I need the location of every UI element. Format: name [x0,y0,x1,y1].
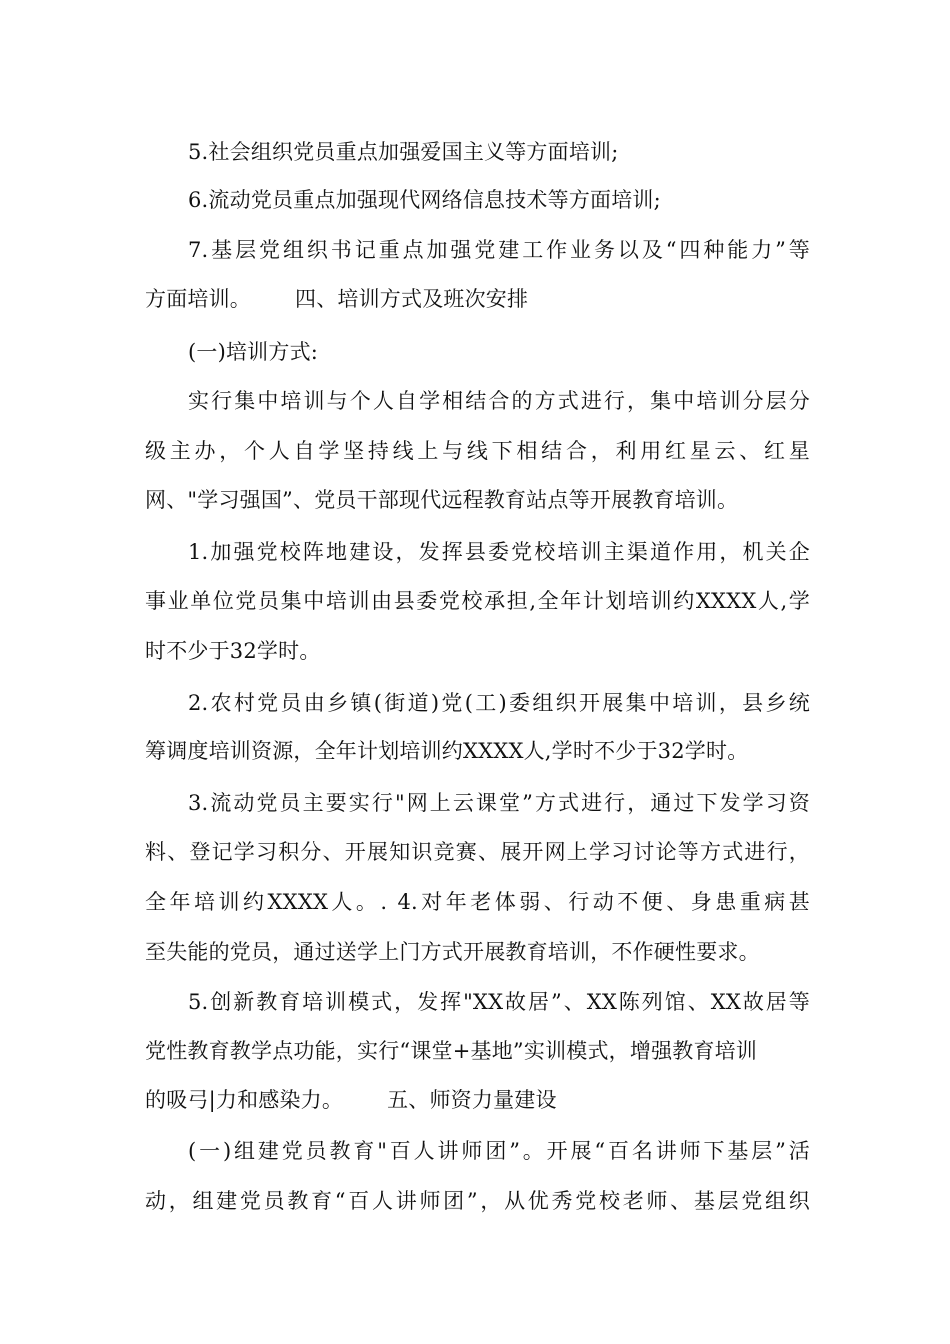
subsection-heading: (一)培训方式: [188,340,319,364]
paragraph-line: 网、"学习强国”、党员干部现代远程教育站点等开展教育培训。 [145,488,739,512]
paragraph-line: 7.基层党组织书记重点加强党建工作业务以及“四种能力”等 [188,238,810,262]
paragraph-line: 至失能的党员，通过送学上门方式开展教育培训，不作硬性要求。 [145,940,760,964]
paragraph-fragment: 全年培训约XXXX人。. [145,890,388,914]
paragraph-line [145,1085,810,1115]
paragraph-line: 6.流动党员重点加强现代网络信息技术等方面培训; [188,188,661,212]
paragraph-line: 2.农村党员由乡镇(街道)党(工)委组织开展集中培训，县乡统 [188,691,810,715]
paragraph-line: (一)组建党员教育"百人讲师团”。开展“百名讲师下基层”活 [188,1139,810,1163]
paragraph-line: 时不少于32学时。 [145,639,321,663]
section-heading: 五、师资力量建设 [387,1088,557,1112]
paragraph-fragment: 方面培训。 [145,287,251,311]
paragraph-line: 动，组建党员教育“百人讲师团”，从优秀党校老师、基层党组织 [145,1189,810,1213]
paragraph-line [145,284,810,314]
paragraph-line: 事业单位党员集中培训由县委党校承担,全年计划培训约XXXX人,学 [145,589,810,613]
paragraph-line: 料、登记学习积分、开展知识竞赛、展开网上学习讨论等方式进行， [145,840,810,864]
paragraph-line: 筹调度培训资源，全年计划培训约XXXX人,学时不少于32学时。 [145,739,749,763]
paragraph-line: 5.创新教育培训模式，发挥"XX故居”、XX陈列馆、XX故居等 [188,990,810,1014]
paragraph-line: 5.社会组织党员重点加强爱国主义等方面培训; [188,140,619,164]
paragraph-line [145,887,810,917]
paragraph-line: 党性教育教学点功能，实行“课堂+基地”实训模式，增强教育培训 [145,1039,758,1063]
paragraph-line: 1.加强党校阵地建设，发挥县委党校培训主渠道作用，机关企 [188,540,810,564]
paragraph-line: 实行集中培训与个人自学相结合的方式进行，集中培训分层分 [188,389,810,413]
paragraph-fragment: 4.对年老体弱、行动不便、身患重病甚 [397,890,810,914]
section-heading: 四、培训方式及班次安排 [295,287,529,311]
paragraph-line: 3.流动党员主要实行"网上云课堂”方式进行，通过下发学习资 [188,791,810,815]
paragraph-fragment: 的吸弓|力和感染力。 [145,1088,344,1112]
paragraph-line: 级主办，个人自学坚持线上与线下相结合，利用红星云、红星 [145,439,810,463]
